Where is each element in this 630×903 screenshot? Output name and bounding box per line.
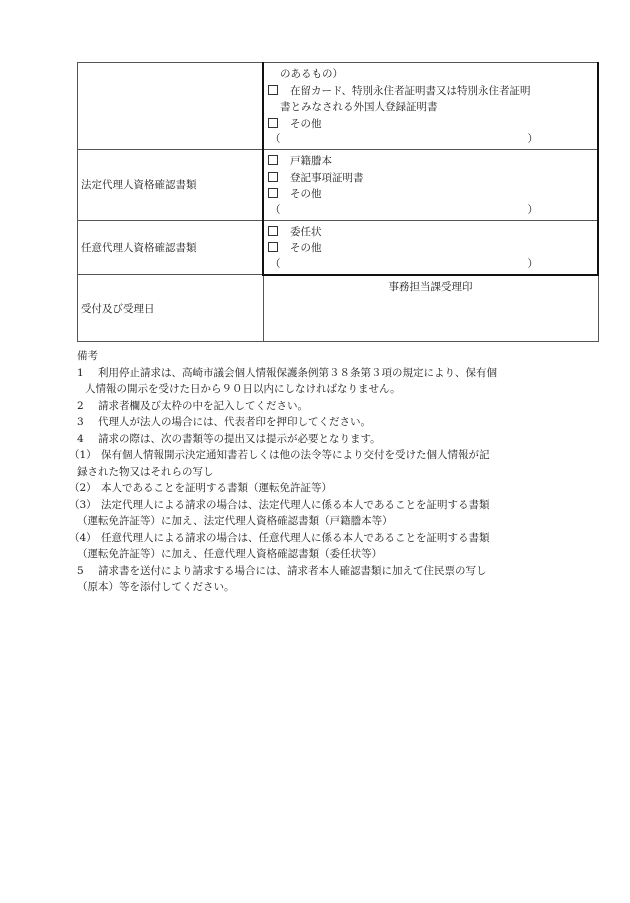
checkbox-icon[interactable] <box>268 155 278 165</box>
note-sub-text: 法定代理人による請求の場合は、法定代理人に係る本人であることを証明する書類 <box>101 498 490 511</box>
residence-card-cont: 書とみなされる外国人登録証明書 <box>280 101 438 113</box>
receipt-row <box>78 275 599 342</box>
legal-rep-row <box>78 150 599 221</box>
legal-rep-cell <box>263 150 598 221</box>
receipt-stamp-cell <box>263 275 598 342</box>
registry-label: 登記事項証明書 <box>290 171 364 184</box>
note-sub-text: 任意代理人による請求の場合は、任意代理人に係る本人であることを証明する書類 <box>101 531 490 544</box>
checkbox-icon[interactable] <box>268 188 278 198</box>
note-sub-item <box>69 497 599 514</box>
identity-other-input[interactable] <box>268 132 538 147</box>
koseki-option[interactable] <box>268 153 597 170</box>
legal-other-label: その他 <box>290 188 322 200</box>
identity-docs-label-cell <box>78 63 264 150</box>
identity-docs-cell <box>263 63 598 150</box>
voluntary-rep-label: 任意代理人資格確認書類 <box>78 220 264 275</box>
registry-option[interactable] <box>268 170 597 187</box>
note-num: 4 <box>77 432 84 445</box>
note-item <box>77 398 599 415</box>
voluntary-other-label: その他 <box>290 242 322 254</box>
stamp-title: 事務担当課受理印 <box>388 280 473 293</box>
note-sub-cont: 録された物又はそれらの写し <box>77 465 214 478</box>
note-sub-cont: （運転免許証等）に加え、任意代理人資格確認書類（委任状等） <box>77 548 383 560</box>
notes-heading: 備考 <box>77 350 98 362</box>
paren-close: ） <box>527 133 538 145</box>
note-sub-num: （3） <box>69 498 97 511</box>
paren-open: （ <box>270 203 281 216</box>
note-item-cont: （原本）等を添付してください。 <box>77 581 235 593</box>
checkbox-icon[interactable] <box>268 172 278 182</box>
note-num: 2 <box>77 399 84 412</box>
note-item <box>77 365 599 382</box>
proxy-option[interactable] <box>268 224 597 241</box>
note-num: 3 <box>77 416 84 428</box>
note-item <box>77 431 599 448</box>
note-num: 1 <box>77 366 84 379</box>
identity-line-cont: のあるもの） <box>280 68 343 80</box>
residence-card-label: 在留カード、特別永住者証明書又は特別永住者証明 <box>290 84 531 97</box>
checkbox-icon[interactable] <box>268 226 278 236</box>
note-item <box>77 563 599 580</box>
voluntary-other-input[interactable] <box>268 257 538 272</box>
voluntary-rep-cell <box>263 220 598 275</box>
voluntary-rep-row <box>78 220 599 275</box>
note-text: 請求者欄及び太枠の中を記入してください。 <box>98 399 308 412</box>
receipt-label: 受付及び受理日 <box>78 275 264 342</box>
note-sub-num: （4） <box>69 531 97 544</box>
note-sub-text: 本人であることを証明する書類（運転免許証等） <box>101 482 332 494</box>
note-sub-item <box>69 447 599 464</box>
note-sub-num: （2） <box>69 482 97 494</box>
identity-other-label: その他 <box>290 117 322 130</box>
voluntary-other-option[interactable] <box>268 240 597 257</box>
note-sub-text: 保有個人情報開示決定通知書若しくは他の法令等により交付を受けた個人情報が記 <box>101 449 490 461</box>
legal-other-input[interactable] <box>268 203 538 218</box>
note-sub-num: （1） <box>69 449 97 461</box>
note-sub-cont: （運転免許証等）に加え、法定代理人資格確認書類（戸籍謄本等） <box>77 515 393 527</box>
paren-open: （ <box>270 133 281 145</box>
request-form-table <box>77 62 599 342</box>
legal-rep-label: 法定代理人資格確認書類 <box>78 150 264 221</box>
note-text: 請求の際は、次の書類等の提出又は提示が必要となります。 <box>98 432 381 445</box>
paren-open: （ <box>270 257 281 270</box>
paren-close: ） <box>527 257 538 270</box>
note-text: 代理人が法人の場合には、代表者印を押印してください。 <box>98 416 371 428</box>
note-sub-item <box>69 480 599 497</box>
form-page <box>69 62 599 596</box>
proxy-label: 委任状 <box>290 225 322 238</box>
residence-card-option[interactable] <box>268 83 597 100</box>
notes-section <box>69 348 599 596</box>
note-sub-item <box>69 530 599 547</box>
note-num: 5 <box>77 564 84 577</box>
checkbox-icon[interactable] <box>268 118 278 128</box>
legal-other-option[interactable] <box>268 186 597 203</box>
paren-close: ） <box>527 203 538 216</box>
note-text: 請求書を送付により請求する場合には、請求者本人確認書類に加えて住民票の写し <box>98 564 487 577</box>
koseki-label: 戸籍謄本 <box>290 155 332 167</box>
checkbox-icon[interactable] <box>268 85 278 95</box>
note-text: 利用停止請求は、高崎市議会個人情報保護条例第３８条第３項の規定により、保有個 <box>98 366 497 379</box>
note-item-cont: 人情報の開示を受けた日から９０日以内にしなければなりません。 <box>85 383 401 395</box>
checkbox-icon[interactable] <box>268 242 278 252</box>
identity-docs-row <box>78 63 599 150</box>
identity-other-option[interactable] <box>268 116 597 133</box>
note-item <box>77 414 599 431</box>
